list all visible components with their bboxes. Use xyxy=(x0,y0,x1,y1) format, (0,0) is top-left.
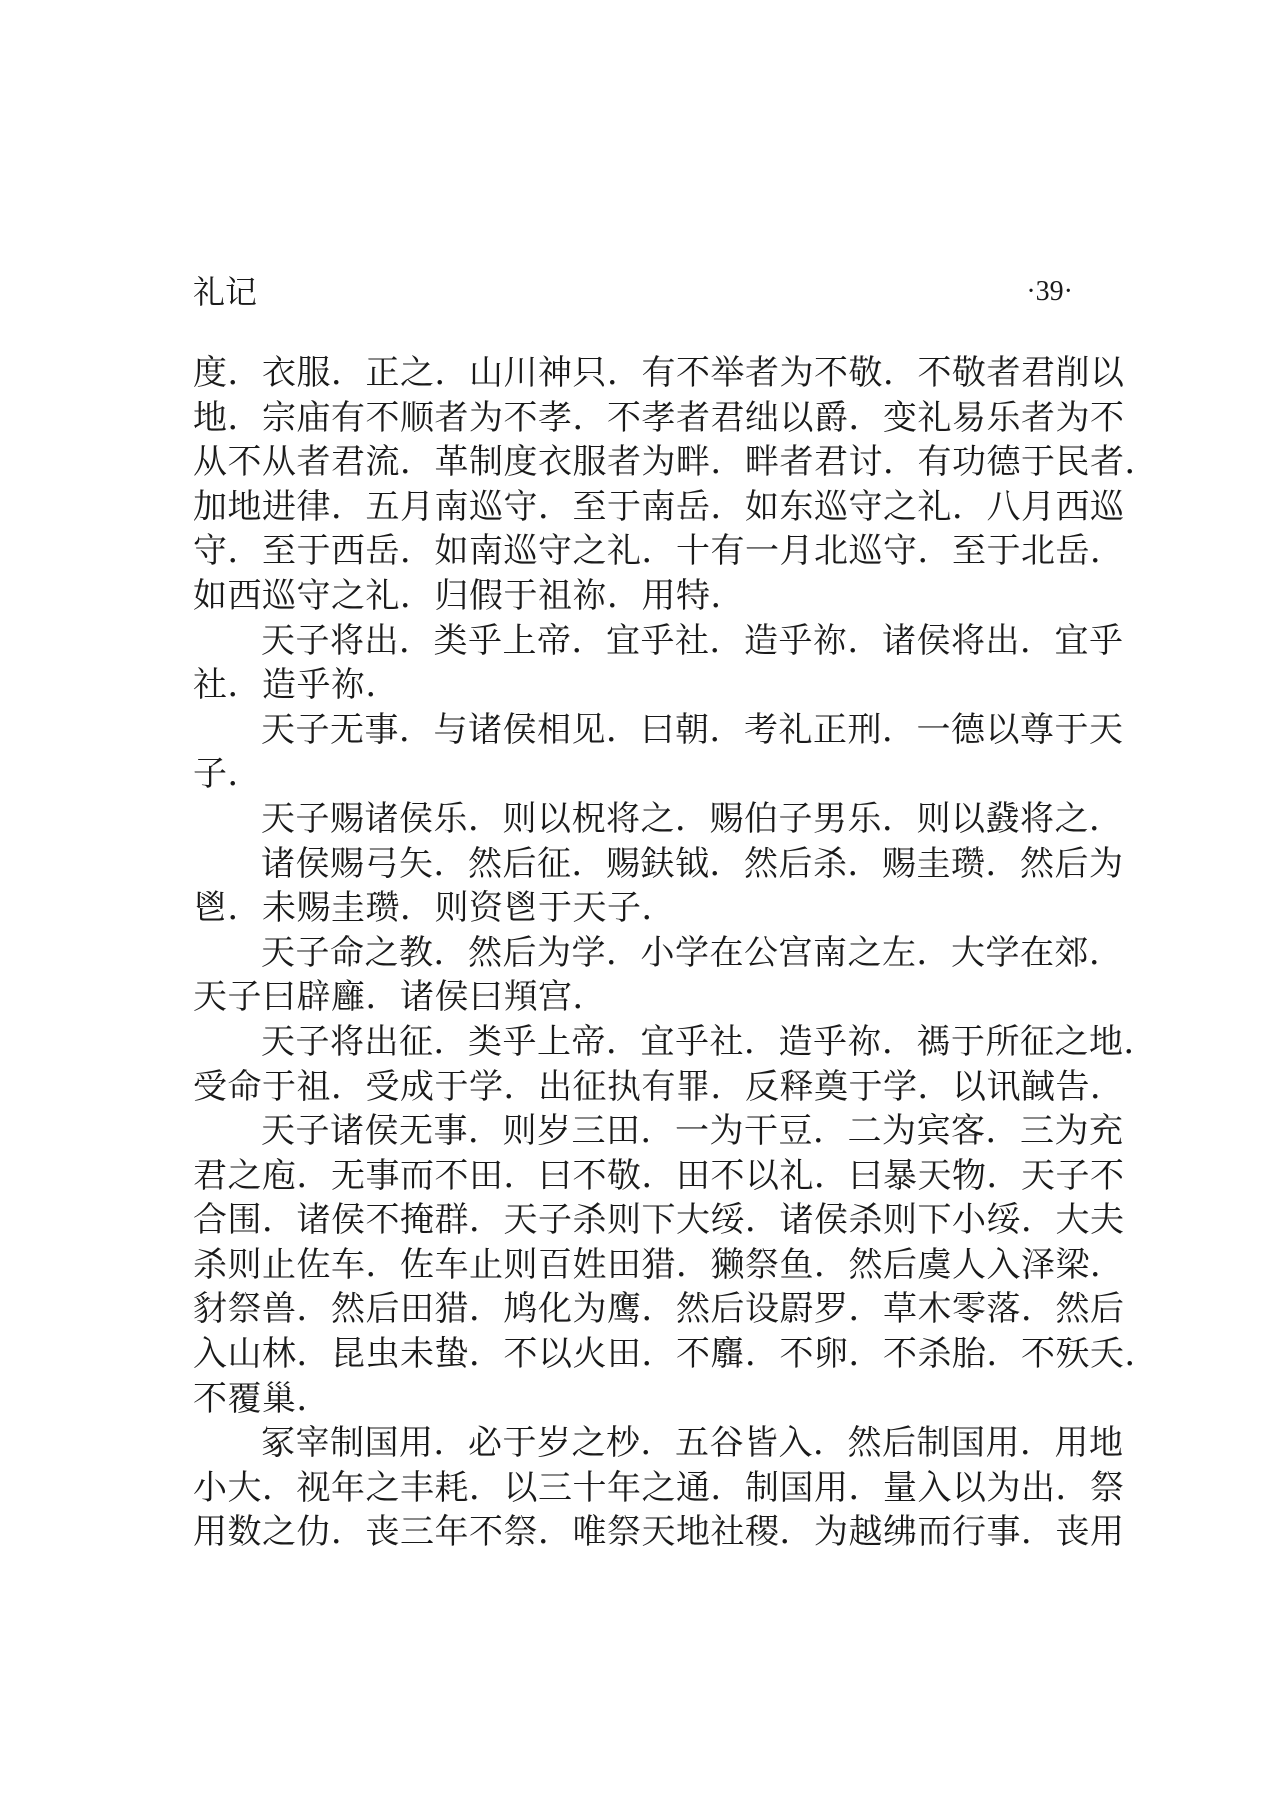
book-title: 礼记 xyxy=(193,273,258,311)
text-line: 小大．视年之丰耗．以三十年之通．制国用．量入以为出．祭 xyxy=(193,1467,1125,1508)
paragraph-first-line: 天子无事．与诸侯相见．曰朝．考礼正刑．一德以尊于天 xyxy=(261,709,1124,750)
paragraph-first-line: 天子赐诸侯乐．则以柷将之．赐伯子男乐．则以鼗将之． xyxy=(261,798,1124,839)
text-line: 从不从者君流．革制度衣服者为畔．畔者君讨．有功德于民者． xyxy=(193,442,1159,483)
text-line: 如西巡守之礼．归假于祖祢．用特． xyxy=(193,575,745,616)
text-line: 杀则止佐车．佐车止则百姓田猎．獭祭鱼．然后虞人入泽梁． xyxy=(193,1244,1125,1285)
text-line: 守．至于西岳．如南巡守之礼．十有一月北巡守．至于北岳． xyxy=(193,531,1125,572)
text-line: 不覆巢． xyxy=(193,1378,331,1419)
text-line: 天子曰辟廱．诸侯曰頖宫． xyxy=(193,977,607,1018)
page-number: ·39· xyxy=(1026,276,1073,307)
text-line: 用数之仂．丧三年不祭．唯祭天地社稷．为越绋而行事．丧用 xyxy=(193,1512,1125,1553)
paragraph-first-line: 天子命之教．然后为学．小学在公宫南之左．大学在郊． xyxy=(261,932,1124,973)
paragraph-first-line: 天子将出．类乎上帝．宜乎社．造乎祢．诸侯将出．宜乎 xyxy=(261,620,1124,661)
text-line: 入山林．昆虫未蛰．不以火田．不麛．不卵．不杀胎．不殀夭． xyxy=(193,1334,1159,1375)
text-line: 社．造乎祢． xyxy=(193,665,400,706)
paragraph-first-line: 冢宰制国用．必于岁之杪．五谷皆入．然后制国用．用地 xyxy=(261,1423,1124,1464)
text-line: 鬯．未赐圭瓒．则资鬯于天子． xyxy=(193,888,676,929)
text-line: 度．衣服．正之．山川神只．有不举者为不敬．不敬者君削以 xyxy=(193,353,1125,393)
paragraph-first-line: 天子将出征．类乎上帝．宜乎社．造乎祢．禡于所征之地． xyxy=(261,1021,1158,1062)
paragraph-first-line: 天子诸侯无事．则岁三田．一为干豆．二为宾客．三为充 xyxy=(261,1111,1124,1152)
text-line: 地．宗庙有不顺者为不孝．不孝者君绌以爵．变礼易乐者为不 xyxy=(193,397,1125,438)
paragraph-first-line: 诸侯赐弓矢．然后征．赐鈇钺．然后杀．赐圭瓒．然后为 xyxy=(261,843,1124,884)
text-line: 合围．诸侯不掩群．天子杀则下大绥．诸侯杀则下小绥．大夫 xyxy=(193,1200,1125,1241)
text-line: 君之庖．无事而不田．曰不敬．田不以礼．曰暴天物．天子不 xyxy=(193,1155,1125,1196)
text-line: 子． xyxy=(193,754,262,795)
text-line: 加地进律．五月南巡守．至于南岳．如东巡守之礼．八月西巡 xyxy=(193,486,1125,527)
text-line: 豺祭兽．然后田猎．鸠化为鹰．然后设罻罗．草木零落．然后 xyxy=(193,1289,1125,1330)
text-line: 受命于祖．受成于学．出征执有罪．反释奠于学．以讯馘告． xyxy=(193,1066,1125,1107)
body-text xyxy=(193,351,1159,1555)
running-head xyxy=(193,272,1073,312)
